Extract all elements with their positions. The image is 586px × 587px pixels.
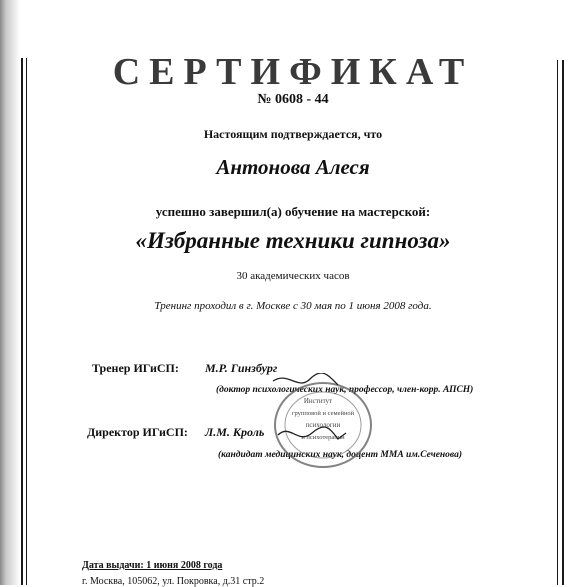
director-name: Л.М. Кроль — [205, 425, 265, 439]
recipient-name: Антонова Алеся — [216, 155, 370, 179]
certificate-number: № 0608 - 44 — [257, 92, 329, 107]
stamp-text-3: психологии — [305, 421, 341, 429]
training-dates: Тренинг проходил в г. Москве с 30 мая по 1 июня 2008 года. — [154, 300, 432, 312]
director-credentials: (кандидат медицинских наук, доцент ММА им.Сеченова) — [218, 450, 463, 460]
confirmation-text: Настоящим подтверждается, что — [203, 127, 383, 141]
stamp-text-4: и психотерапии — [301, 434, 345, 441]
certificate-title: СЕРТИФИКАТ — [112, 51, 474, 93]
course-title: «Избранные техники гипноза» — [135, 228, 451, 253]
completion-text: успешно завершил(а) обучение на мастерской: — [155, 204, 431, 219]
stamp-text-2: групповой и семейной — [291, 410, 355, 417]
issue-date: Дата выдачи: 1 июня 2008 года — [82, 560, 223, 571]
trainer-credentials: (доктор психологических наук, профессор, член-корр. АПСН) — [216, 385, 474, 395]
institute-stamp — [268, 373, 378, 473]
director-label: Директор ИГиСП: — [87, 425, 188, 439]
trainer-name: М.Р. Гинзбург — [205, 361, 278, 375]
trainer-label: Тренер ИГиСП: — [92, 361, 179, 375]
course-hours: 30 академических часов — [236, 270, 350, 282]
stamp-text-1: Институт — [303, 397, 333, 405]
institute-address: г. Москва, 105062, ул. Покровка, д.31 стр.2 — [82, 576, 265, 587]
